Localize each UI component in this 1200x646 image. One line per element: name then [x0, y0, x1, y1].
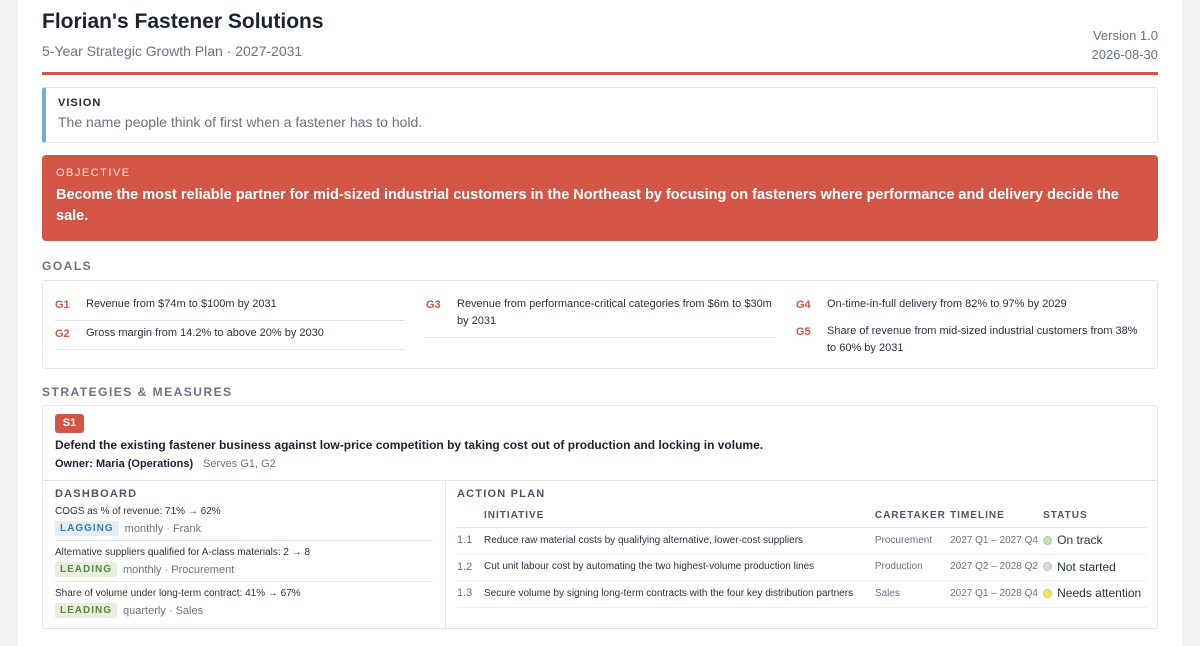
- goal-text: Share of revenue from mid-sized industrial customers from 38% to 60% by 2031: [827, 325, 1138, 354]
- column-header-timeline: TIMELINE: [950, 506, 1043, 528]
- measure-item: [55, 541, 433, 582]
- dashboard-panel: [55, 488, 433, 622]
- table-row: [457, 554, 1147, 581]
- strategy-badge: S1: [55, 414, 84, 433]
- objective-label: OBJECTIVE: [56, 167, 131, 179]
- goal-text: Gross margin from 14.2% to above 20% by 2030: [86, 327, 324, 339]
- strategy-serves: Serves G1, G2: [203, 458, 276, 470]
- table-row: [457, 528, 1147, 555]
- objective-text: Become the most reliable partner for mid-sized industrial customers in the Northeast by focusing on fasteners where performance and delivery decide the sale.: [56, 187, 1119, 224]
- column-header-caretaker: CARETAKER: [875, 506, 950, 528]
- strategy-owner: Owner: Maria (Operations): [55, 458, 194, 470]
- company-name: Florian's Fastener Solutions: [42, 10, 324, 33]
- status-label: Not started: [1057, 559, 1116, 574]
- goal-text: On-time-in-full delivery from 82% to 97% by 2029: [827, 298, 1067, 310]
- status-badge: [1043, 533, 1102, 547]
- initiative-text: Secure volume by signing long-term contracts with the four key distribution partners: [484, 581, 875, 608]
- goals-column-2: [426, 293, 776, 338]
- plan-subtitle: 5-Year Strategic Growth Plan · 2027-2031: [42, 43, 303, 59]
- goal-item-g2: [55, 321, 405, 350]
- goal-item-g4: [796, 293, 1146, 320]
- goal-id: G5: [796, 326, 811, 338]
- divider: [43, 480, 1157, 481]
- measure-meta: monthly · Procurement: [123, 563, 235, 576]
- status-dot-icon: [1043, 589, 1052, 598]
- action-plan-title: ACTION PLAN: [457, 488, 546, 500]
- measure-name: Share of volume under long-term contract: 41% → 67%: [55, 588, 301, 599]
- initiative-number: 1.1: [457, 528, 484, 555]
- goals-column-3: [796, 293, 1146, 364]
- action-plan-table: [457, 506, 1147, 608]
- measure-meta: quarterly · Sales: [123, 604, 204, 617]
- measure-item: [55, 582, 433, 622]
- goals-column-1: [55, 293, 405, 350]
- measure-name: COGS as % of revenue: 71% → 62%: [55, 506, 221, 517]
- measure-item: [55, 500, 433, 541]
- initiative-text: Reduce raw material costs by qualifying alternative, lower-cost suppliers: [484, 528, 875, 555]
- vision-label: VISION: [58, 97, 102, 109]
- document-date: 2026-08-30: [1091, 47, 1158, 62]
- goals-card: [42, 280, 1158, 369]
- goal-item-g3: [426, 293, 776, 338]
- table-header-row: [457, 506, 1147, 528]
- goal-text: Revenue from performance-critical categories from $6m to $30m by 2031: [457, 298, 772, 327]
- column-header-status: STATUS: [1043, 506, 1147, 528]
- timeline: 2027 Q2 – 2028 Q2: [950, 554, 1043, 581]
- initiative-text: Cut unit labour cost by automating the two highest-volume production lines: [484, 554, 875, 581]
- lagging-tag: LAGGING: [55, 521, 119, 536]
- divider: [445, 480, 446, 628]
- strategies-heading: STRATEGIES & MEASURES: [42, 385, 233, 399]
- status-dot-icon: [1043, 536, 1052, 545]
- status-badge: [1043, 586, 1141, 600]
- goal-id: G3: [426, 299, 441, 311]
- action-plan-panel: [457, 488, 1147, 608]
- timeline: 2027 Q1 – 2028 Q4: [950, 581, 1043, 608]
- goal-id: G1: [55, 299, 70, 311]
- measure-meta: monthly · Frank: [124, 522, 202, 535]
- version-label: Version 1.0: [1092, 28, 1158, 43]
- column-header-initiative: INITIATIVE: [484, 506, 875, 528]
- leading-tag: LEADING: [55, 562, 117, 577]
- header: [42, 0, 1158, 75]
- caretaker: Production: [875, 554, 950, 581]
- objective-card: [42, 155, 1158, 241]
- vision-text: The name people think of first when a fastener has to hold.: [58, 114, 423, 130]
- goal-id: G4: [796, 299, 811, 311]
- document-meta: [1092, 26, 1159, 64]
- status-label: Needs attention: [1057, 586, 1142, 600]
- initiative-number: 1.2: [457, 554, 484, 581]
- goal-item-g5: [796, 320, 1146, 364]
- status-label: On track: [1057, 533, 1103, 547]
- status-badge: [1043, 560, 1116, 574]
- measure-name: Alternative suppliers qualified for A-class materials: 2 → 8: [55, 547, 311, 558]
- caretaker: Sales: [875, 581, 950, 608]
- dashboard-title: DASHBOARD: [55, 488, 138, 500]
- leading-tag: LEADING: [55, 603, 117, 618]
- table-row: [457, 581, 1147, 608]
- status-dot-icon: [1043, 562, 1052, 571]
- goal-id: G2: [55, 328, 70, 340]
- timeline: 2027 Q1 – 2027 Q4: [950, 528, 1043, 555]
- initiative-number: 1.3: [457, 581, 484, 608]
- strategy-title: Defend the existing fastener business against low-price competition by taking cost out of production and locking in volume.: [55, 438, 764, 452]
- goal-text: Revenue from $74m to $100m by 2031: [86, 298, 277, 310]
- goals-heading: GOALS: [42, 259, 93, 273]
- goal-item-g1: [55, 293, 405, 321]
- strategy-card-s1: [42, 405, 1158, 629]
- caretaker: Procurement: [875, 528, 950, 555]
- vision-card: [42, 87, 1158, 143]
